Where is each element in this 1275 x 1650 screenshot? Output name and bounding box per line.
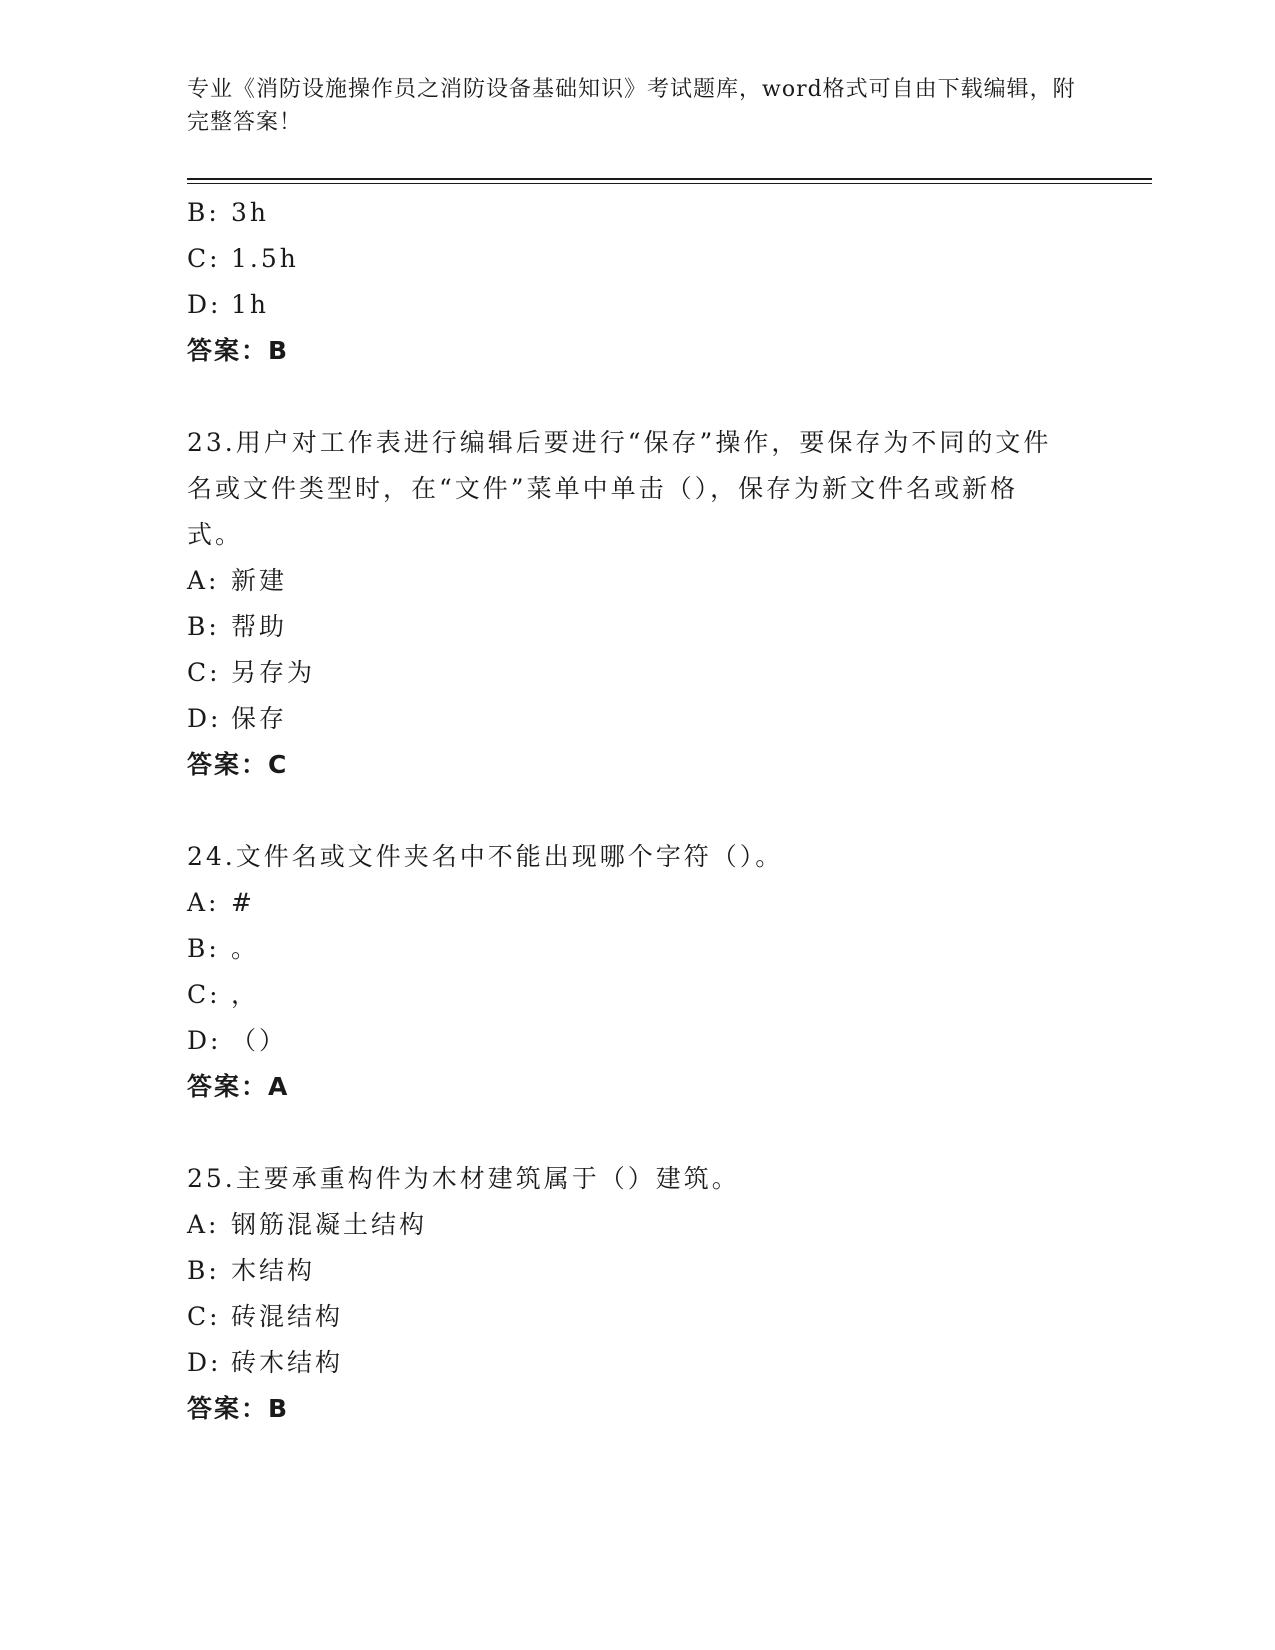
option-b: B: 木结构: [187, 1256, 316, 1285]
question-list: [187, 190, 1087, 1432]
question-stem: 24.文件名或文件夹名中不能出现哪个字符（）。: [187, 842, 784, 871]
question-stem: 25.主要承重构件为木材建筑属于（）建筑。: [187, 1164, 740, 1193]
option-b: B: 3h: [187, 198, 270, 227]
option-d: D: 砖木结构: [187, 1348, 344, 1377]
page-header: 专业《消防设施操作员之消防设备基础知识》考试题库，word格式可自由下载编辑，附完整答案！: [187, 77, 1076, 135]
header-rule-thin: [187, 183, 1152, 184]
option-a: A: 钢筋混凝土结构: [187, 1210, 428, 1239]
option-b: B: 帮助: [187, 612, 288, 641]
option-b: B: 。: [187, 934, 260, 963]
question-24: [187, 834, 1087, 1110]
answer-line: 答案：A: [187, 1072, 290, 1101]
option-d: D: 1h: [187, 290, 270, 319]
option-d: D: 保存: [187, 704, 288, 733]
option-a: A: #: [187, 888, 255, 917]
answer-line: 答案：B: [187, 336, 290, 365]
question-stem: 23.用户对工作表进行编辑后要进行“保存”操作，要保存为不同的文件名或文件类型时，在“文件”菜单中单击（），保存为新文件名或新格式。: [187, 428, 1052, 549]
header-rule-thick: [187, 178, 1152, 180]
option-c: C: 1.5h: [187, 244, 299, 273]
option-a: A: 新建: [187, 566, 288, 595]
answer-line: 答案：B: [187, 1394, 290, 1423]
option-c: C: 砖混结构: [187, 1302, 344, 1331]
option-c: C: ，: [187, 980, 260, 1009]
question-23: [187, 420, 1087, 788]
answer-line: 答案：C: [187, 750, 289, 779]
option-d: D: （）: [187, 1026, 288, 1055]
question-22-continued: [187, 190, 1087, 374]
question-25: [187, 1156, 1087, 1432]
option-c: C: 另存为: [187, 658, 316, 687]
